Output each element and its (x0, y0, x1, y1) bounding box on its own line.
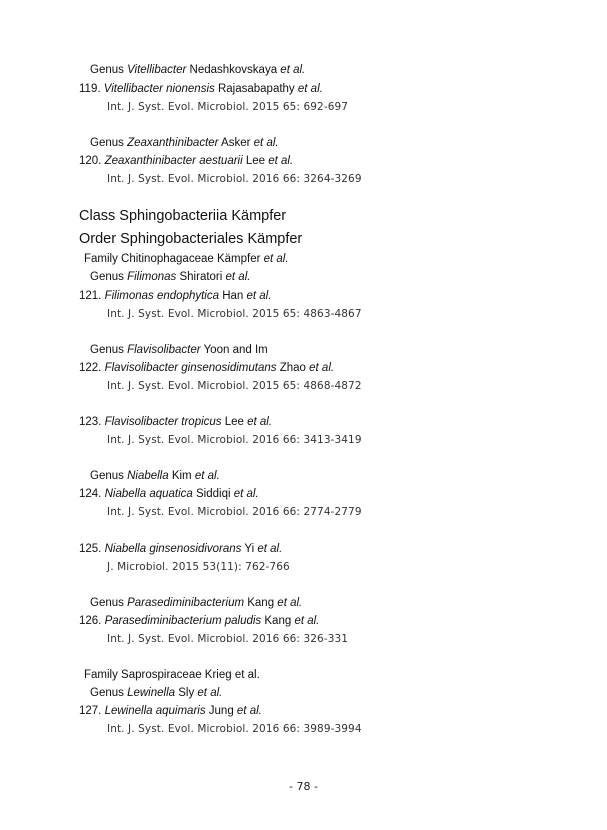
page-number: - 78 - (289, 780, 318, 793)
species-name: Filimonas endophytica (104, 290, 219, 302)
species-name: Niabella aquatica (104, 488, 193, 500)
species-name: Vitellibacter nionensis (103, 83, 215, 95)
species-author: Jung (205, 705, 237, 717)
genus-author: Kang (244, 597, 278, 609)
entry-number: 120. (79, 155, 105, 167)
family-saprospiraceae: Family Saprospiraceae Krieg et al. (84, 669, 260, 681)
entry-number: 127. (79, 705, 105, 717)
species-author: Rajasabapathy (214, 83, 298, 95)
entry-123 (79, 415, 272, 429)
entry-number: 119. (79, 83, 104, 95)
et-al: et al. (194, 470, 220, 482)
genus-niabella (90, 469, 220, 483)
genus-label: Genus (90, 344, 128, 356)
et-al: et al. (277, 597, 303, 609)
entry-number: 122. (79, 362, 105, 374)
order-heading: Order Sphingobacteriales Kämpfer (79, 231, 303, 247)
entry-122 (79, 361, 334, 375)
genus-label: Genus (90, 687, 128, 699)
et-al: et al. (246, 290, 272, 302)
genus-zeaxanthinibacter (90, 136, 279, 150)
family-chitinophagaceae (84, 252, 289, 266)
entry-119 (79, 82, 323, 96)
species-author: Kang (261, 615, 295, 627)
genus-label: Genus (90, 137, 128, 149)
reference-119: Int. J. Syst. Evol. Microbiol. 2015 65: 692-697 (107, 101, 349, 113)
entry-124 (79, 487, 259, 501)
entry-125 (79, 542, 282, 556)
genus-flavisolibacter (90, 343, 268, 357)
et-al: et al. (247, 416, 273, 428)
genus-author: Sly (175, 687, 198, 699)
reference-123: Int. J. Syst. Evol. Microbiol. 2016 66: 3413-3419 (107, 434, 362, 446)
genus-filimonas (90, 270, 250, 284)
species-author: Zhao (276, 362, 310, 374)
reference-125: J. Microbiol. 2015 53(11): 762-766 (107, 561, 290, 573)
et-al: et al. (297, 83, 323, 95)
genus-label: Genus (90, 64, 128, 76)
reference-124: Int. J. Syst. Evol. Microbiol. 2016 66: 2774-2779 (107, 506, 362, 518)
species-author: Siddiqi (192, 488, 234, 500)
et-al: et al. (236, 705, 262, 717)
genus-name: Lewinella (127, 687, 176, 699)
reference-127: Int. J. Syst. Evol. Microbiol. 2016 66: 3989-3994 (107, 723, 362, 735)
genus-author: Nedashkovskaya (186, 64, 281, 76)
class-heading: Class Sphingobacteriia Kämpfer (79, 208, 287, 224)
et-al: et al. (268, 155, 294, 167)
genus-label: Genus (90, 470, 128, 482)
et-al: et al. (309, 362, 335, 374)
genus-vitellibacter (90, 63, 305, 77)
species-name: Flavisolibacter ginsenosidimutans (104, 362, 277, 374)
species-author: Lee (221, 416, 248, 428)
entry-127 (79, 704, 262, 718)
species-name: Lewinella aquimaris (104, 705, 206, 717)
genus-author: Asker (218, 137, 254, 149)
reference-126: Int. J. Syst. Evol. Microbiol. 2016 66: 326-331 (107, 633, 349, 645)
genus-name: Filimonas (127, 271, 177, 283)
et-al: et al. (253, 137, 279, 149)
entry-120 (79, 154, 293, 168)
species-author: Yi (241, 543, 258, 555)
genus-author: Kim (168, 470, 195, 482)
genus-name: Niabella (127, 470, 169, 482)
reference-120: Int. J. Syst. Evol. Microbiol. 2016 66: 3264-3269 (107, 173, 362, 185)
entry-121 (79, 289, 271, 303)
reference-122: Int. J. Syst. Evol. Microbiol. 2015 65: 4868-4872 (107, 380, 362, 392)
genus-name: Zeaxanthinibacter (127, 137, 219, 149)
entry-number: 123. (79, 416, 105, 428)
reference-121: Int. J. Syst. Evol. Microbiol. 2015 65: 4863-4867 (107, 308, 362, 320)
genus-parasediminibacterium (90, 596, 302, 610)
et-al: et al. (225, 271, 251, 283)
et-al: et al. (263, 253, 289, 265)
et-al: et al. (233, 488, 259, 500)
species-author: Han (219, 290, 247, 302)
et-al: et al. (280, 64, 306, 76)
species-author: Lee (242, 155, 269, 167)
genus-author: Yoon and Im (200, 344, 268, 356)
genus-label: Genus (90, 271, 128, 283)
entry-126 (79, 614, 319, 628)
genus-author: Shiratori (176, 271, 226, 283)
entry-number: 121. (79, 290, 105, 302)
et-al: et al. (197, 687, 223, 699)
species-name: Zeaxanthinibacter aestuarii (104, 155, 243, 167)
species-name: Parasediminibacterium paludis (104, 615, 262, 627)
genus-name: Parasediminibacterium (127, 597, 245, 609)
genus-name: Vitellibacter (127, 64, 187, 76)
et-al: et al. (294, 615, 320, 627)
entry-number: 124. (79, 488, 105, 500)
species-name: Flavisolibacter tropicus (104, 416, 222, 428)
entry-number: 125. (79, 543, 105, 555)
genus-name: Flavisolibacter (127, 344, 201, 356)
family-label: Family Chitinophagaceae Kämpfer (84, 253, 264, 265)
genus-lewinella (90, 686, 222, 700)
entry-number: 126. (79, 615, 105, 627)
genus-label: Genus (90, 597, 128, 609)
species-name: Niabella ginsenosidivorans (104, 543, 242, 555)
et-al: et al. (257, 543, 283, 555)
